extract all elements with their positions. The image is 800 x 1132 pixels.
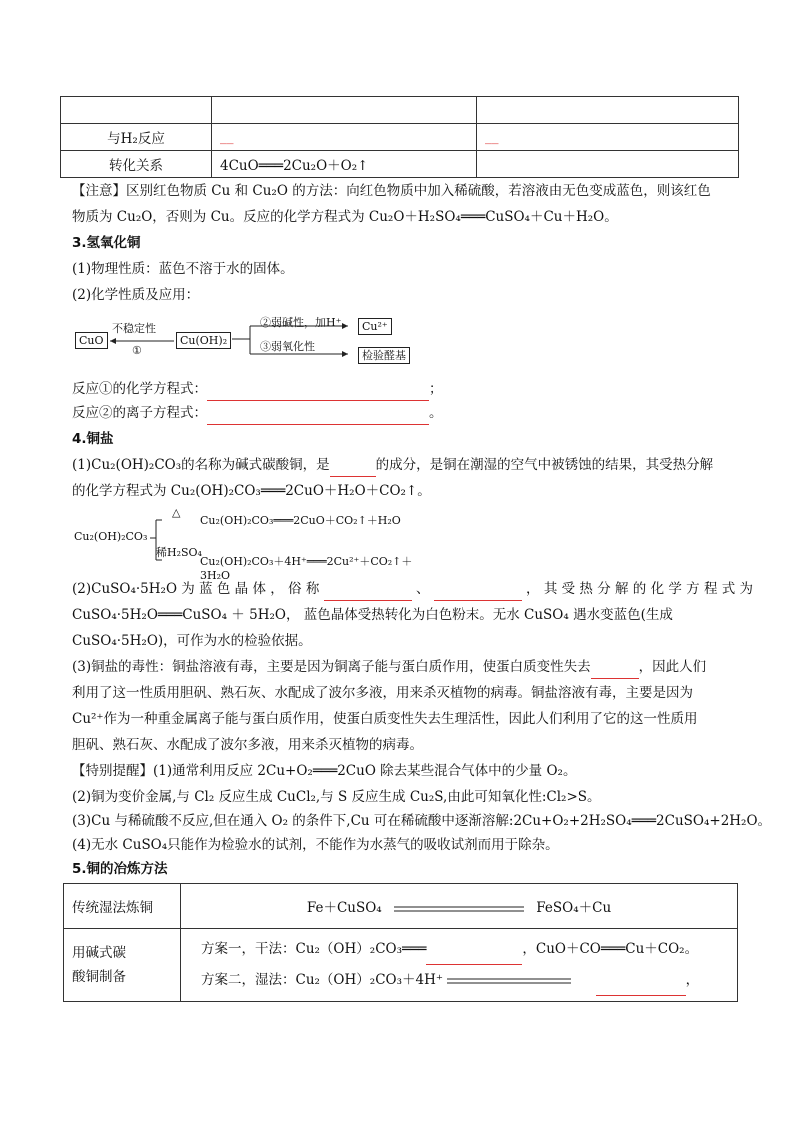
- question-reaction-2: [72, 402, 443, 425]
- table-cell: [61, 97, 212, 124]
- text: 、: [415, 581, 430, 597]
- equals-arrow-icon: [447, 977, 571, 985]
- tip-1: 【特别提醒】(1)通常利用反应 2Cu+O₂═══2CuO 除去某些混合气体中的少量 O₂。: [72, 763, 577, 779]
- table-row: [61, 97, 739, 124]
- text: (3)铜盐的毒性：铜盐溶液有毒，主要是因为铜离子能与蛋白质作用，使蛋白质变性失去: [72, 659, 591, 675]
- answer-blank[interactable]: __: [212, 124, 477, 151]
- text: (1)Cu₂(OH)₂CO₃的名称为碱式碳酸铜，是: [72, 457, 330, 473]
- physical-property-text: (1)物理性质：蓝色不溶于水的固体。: [72, 261, 294, 277]
- section-heading-copper-salts: 4.铜盐: [72, 431, 114, 447]
- note-line-1: 【注意】区别红色物质 Cu 和 Cu₂O 的方法：向红色物质中加入稀硫酸，若溶液由无色变成蓝色，则该红色: [72, 183, 711, 199]
- row-label-basic-carbonate: [64, 929, 181, 1002]
- row-label-conversion: 转化关系: [61, 151, 212, 178]
- text: ，因此人们: [638, 659, 707, 675]
- arrow1-number: ①: [132, 344, 142, 357]
- question-end: 。: [429, 405, 443, 421]
- text: ，: [685, 972, 700, 988]
- conversion-equation: 4CuO═══2Cu₂O＋O₂↑: [212, 151, 477, 178]
- tip-4: (4)无水 CuSO₄只能作为检验水的试剂，不能作为水蒸气的吸收试剂而用于除杂。: [72, 837, 559, 853]
- branch2-label: ③弱氧化性: [260, 340, 315, 353]
- answer-blank[interactable]: [591, 656, 639, 679]
- paragraph-3-line-2: 利用了这一性质用胆矾、熟石灰、水配成了波尔多液，用来杀灭植物的病毒。铜盐溶液有毒，主要是因为: [72, 685, 693, 701]
- paragraph-1-line-2: 的化学方程式为 Cu₂(OH)₂CO₃═══2CuO＋H₂O＋CO₂↑。: [72, 483, 431, 499]
- text: 方案二，湿法：Cu₂（OH）₂CO₃＋4H⁺: [201, 972, 443, 988]
- text: 用碱式碳: [72, 945, 126, 961]
- copper-hydroxide-diagram: [72, 310, 432, 368]
- tip-2: (2)铜为变价金属,与 Cl₂ 反应生成 CuCl₂,与 S 反应生成 Cu₂S,由此可知氧化性:Cl₂>S。: [72, 789, 601, 805]
- note-line-2: 物质为 Cu₂O，否则为 Cu。反应的化学方程式为 Cu₂O＋H₂SO₄═══CuSO₄＋Cu＋H₂O。: [72, 209, 618, 225]
- table-row: [61, 151, 739, 178]
- smelting-methods-table: [63, 883, 738, 1002]
- question-reaction-1: [72, 378, 443, 401]
- paragraph-2-line-2: CuSO₄·5H₂O═══CuSO₄ ＋ 5H₂O， 蓝色晶体受热转化为白色粉末。无水 CuSO₄ 遇水变蓝色(生成: [72, 607, 673, 623]
- diagram-source: Cu₂(OH)₂CO₃: [74, 530, 148, 543]
- answer-blank[interactable]: __: [477, 124, 739, 151]
- paragraph-2-line-3: CuSO₄·5H₂O)，可作为水的检验依据。: [72, 633, 312, 649]
- paragraph-2-line-1: [72, 578, 753, 601]
- oxide-comparison-table: [60, 96, 739, 178]
- heat-condition: △: [172, 506, 181, 519]
- preparation-plans: [181, 929, 738, 1002]
- answer-blank[interactable]: [434, 578, 522, 601]
- branch1-label: ②弱碱性，加H⁺: [260, 316, 342, 329]
- chemical-property-text: (2)化学性质及应用：: [72, 287, 200, 303]
- row-label-wet-smelting: 传统湿法炼铜: [64, 884, 181, 929]
- table-row: [61, 124, 739, 151]
- acid-condition: 稀H₂SO₄: [156, 546, 202, 559]
- question-label: 反应②的离子方程式：: [72, 405, 207, 421]
- arrow1-label: 不稳定性: [112, 322, 156, 335]
- table-cell: [212, 97, 477, 124]
- table-row: [64, 884, 738, 929]
- text: ， 其 受 热 分 解 的 化 学 方 程 式 为: [526, 581, 754, 597]
- row-label-h2-reaction: 与H₂反应: [61, 124, 212, 151]
- cu-oh2-box: Cu(OH)₂: [176, 332, 231, 349]
- answer-blank[interactable]: [207, 378, 429, 401]
- paragraph-3-line-3: Cu²⁺作为一种重金属离子能与蛋白质作用，使蛋白质变性失去生理活性，因此人们利用了它的这一性质用: [72, 711, 698, 727]
- paragraph-1-line-1: [72, 454, 713, 477]
- answer-blank[interactable]: [207, 402, 429, 425]
- table-cell: [477, 97, 739, 124]
- text: 方案一，干法：Cu₂（OH）₂CO₃═══: [201, 941, 427, 957]
- thermal-decomposition-equation: Cu₂(OH)₂CO₃═══2CuO＋CO₂↑＋H₂O: [200, 514, 401, 527]
- basic-copper-carbonate-diagram: [72, 506, 432, 582]
- wet-smelting-equation: [181, 884, 738, 929]
- section-heading-smelting: 5.铜的冶炼方法: [72, 861, 168, 877]
- cu2plus-box: Cu²⁺: [358, 318, 392, 335]
- answer-blank[interactable]: [330, 454, 376, 477]
- paragraph-3-line-4: 胆矾、熟石灰、水配成了波尔多液，用来杀灭植物的病毒。: [72, 737, 423, 753]
- answer-blank[interactable]: [596, 965, 686, 996]
- plan-2: [201, 965, 729, 996]
- question-end: ；: [429, 381, 443, 397]
- table-row: [64, 929, 738, 1002]
- text: Fe＋CuSO₄: [306, 900, 382, 916]
- answer-blank[interactable]: [426, 934, 522, 965]
- equals-arrow-icon: [394, 905, 524, 913]
- paragraph-3-line-1: [72, 656, 706, 679]
- answer-blank[interactable]: [324, 578, 412, 601]
- question-label: 反应①的化学方程式：: [72, 381, 207, 397]
- acid-reaction-equation: Cu₂(OH)₂CO₃＋4H⁺═══2Cu²⁺＋CO₂↑＋3H₂O: [200, 555, 413, 582]
- text: ，CuO＋CO═══Cu＋CO₂。: [522, 941, 699, 957]
- text: (2)CuSO₄·5H₂O 为 蓝 色 晶 体 ， 俗 称: [72, 581, 320, 597]
- tip-3: (3)Cu 与稀硫酸不反应,但在通入 O₂ 的条件下,Cu 可在稀硫酸中逐渐溶解:2Cu+O₂+2H₂SO₄═══2CuSO₄+2H₂O。: [72, 813, 772, 829]
- text: 酸铜制备: [72, 969, 126, 985]
- text: 的成分，是铜在潮湿的空气中被锈蚀的结果，其受热分解: [375, 457, 714, 473]
- text: FeSO₄＋Cu: [536, 900, 612, 916]
- section-heading-copper-hydroxide: 3.氢氧化铜: [72, 235, 141, 251]
- branch-bracket-icon: [150, 506, 162, 572]
- table-cell: [477, 151, 739, 178]
- cuo-box: CuO: [75, 332, 108, 349]
- aldehyde-test-box: 检验醛基: [358, 347, 410, 364]
- plan-1: [201, 934, 729, 965]
